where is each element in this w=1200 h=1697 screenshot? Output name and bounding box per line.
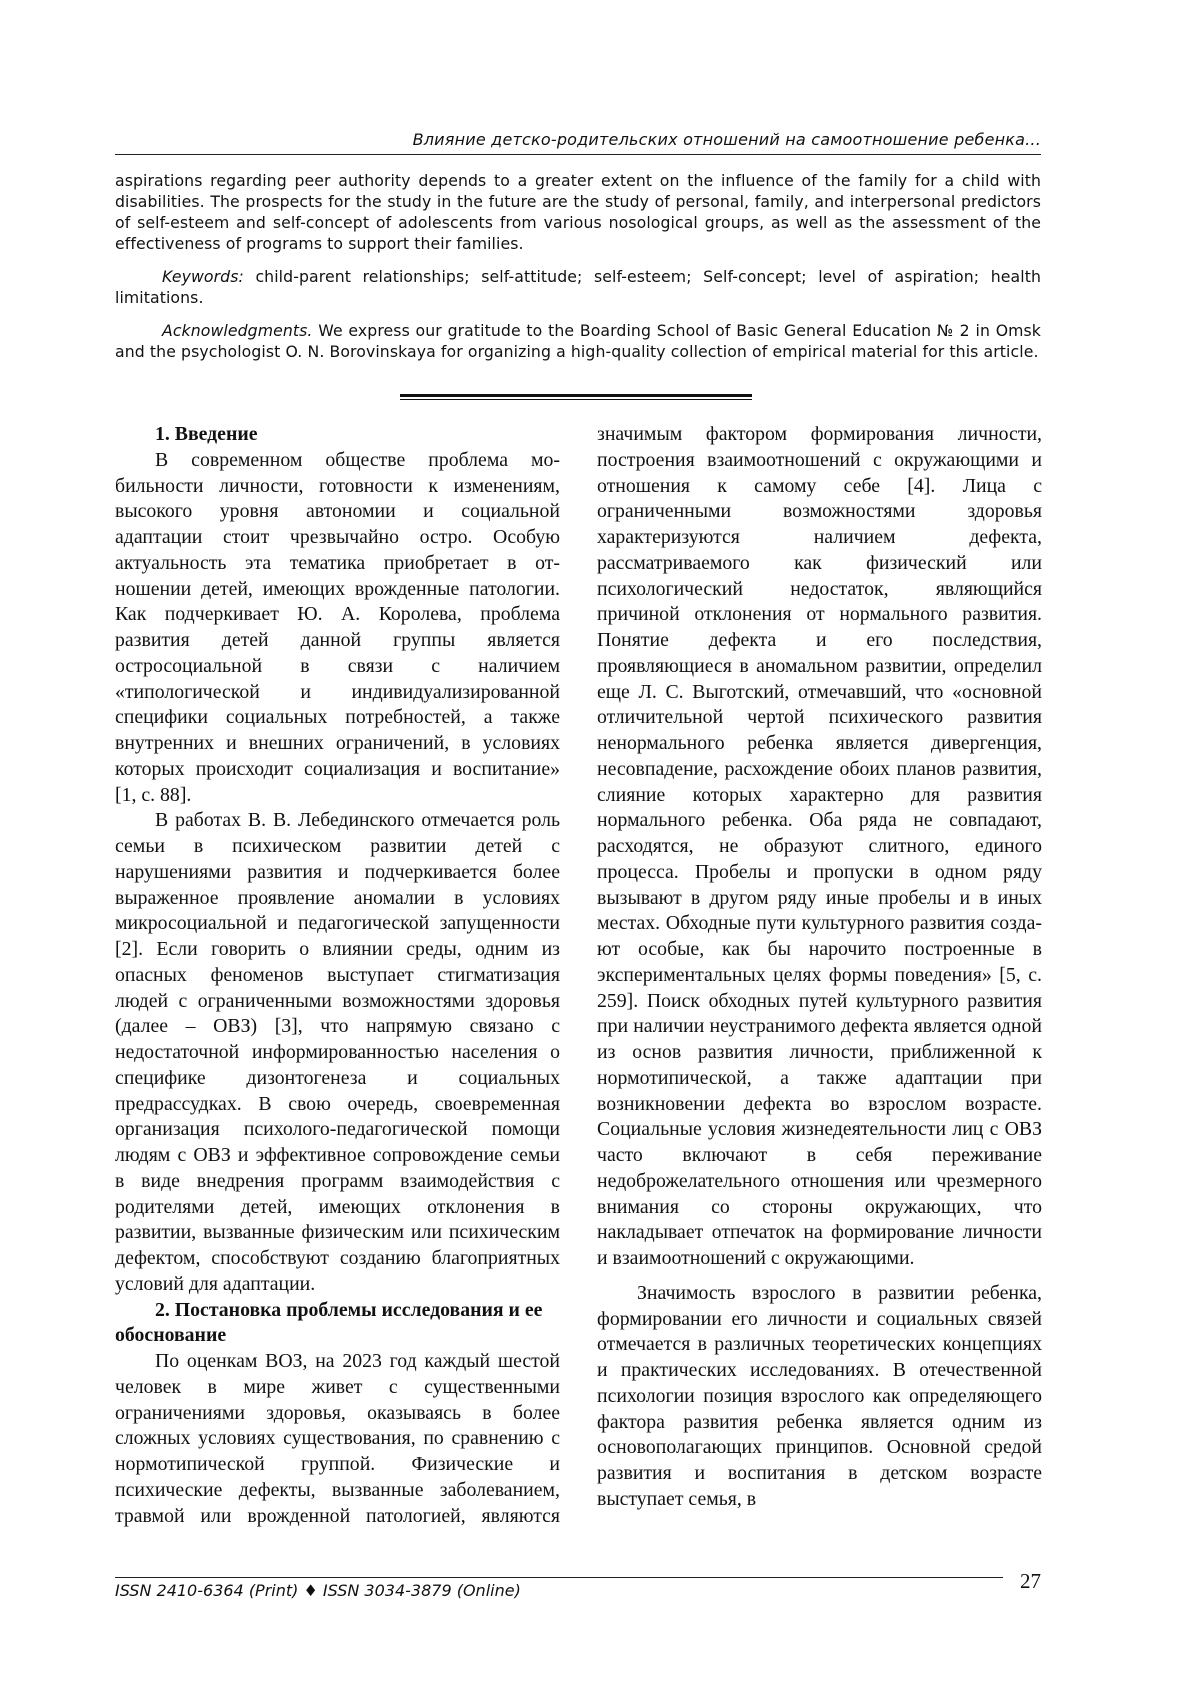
keywords-paragraph xyxy=(115,266,1041,308)
left-column-window xyxy=(115,422,560,1529)
section-1-heading: 1. Введение xyxy=(155,423,258,445)
paragraph-problem-2-continued: Значимость взрослого в развитии ребенка, формировании его личности и социальных связей отмечается в различных теоретических концепциях и практических исследованиях. В отечественной психологии позиция взрослого как определяющего фактора развития ребенка является одним из основополагающих принципов. Основной средой развития и воспитания в детском возрасте выступает семья, в xyxy=(597,1281,1042,1510)
section-separator xyxy=(400,394,752,400)
column-left xyxy=(115,422,560,1529)
abstract-block xyxy=(115,170,1041,374)
paragraph-problem-1: По оценкам ВОЗ, на 2023 год каждый шестой человек в мире живет с существенными ограничениями здоровья, оказываясь в более сложных условиях существования, по сравнению с нормотипической группой. Физические и психические дефекты, вызванные заболеванием, травмой или врожденной патологией, являются xyxy=(115,1350,560,1527)
paragraph-intro-1: В современном обществе проблема мобильности личности, готовности к изменениям, высокого уровня автономии и социальной адаптации стоит чрезвычайно остро. Особую актуальность эта тематика приобретает в отношении детей, имеющих врожденные патологии. Как подчеркивает Ю. А. Королева, проблема развития детей данной группы является остросоциальной в связи с наличием «типологической и индивидуализированной специфики социальных потребностей, а также внутренних и внешних ограничений, в условиях которых происходит социализация и воспитание» [1, с. 88]. xyxy=(115,448,560,806)
right-column-window xyxy=(597,422,1042,1545)
keywords-text: child-parent relationships; self-attitude; self-esteem; Self-concept; level of aspiration; health limitations. xyxy=(115,267,1041,307)
section-2-heading: 2. Постановка проблемы исследования и ее обоснование xyxy=(115,1298,543,1347)
acknowledgments-text: We express our gratitude to the Boarding School of Basic General Education № 2 in Omsk and the psychologist O. N. Borovinskaya for organizing a high-quality collection of empirical material for this article. xyxy=(115,321,1041,361)
paragraph-problem-1-continued: значимым фактором формирования личности, построения взаимоотношений с окружающими и отношения к самому себе [4]. Лица с ограниченными возможностями здоровья характеризуются наличием дефекта, рассматриваемого как физический или психологический недостаток, являющийся причиной отклонения от нормального развития. Понятие дефекта и его последствия, проявляющиеся в аномальном развитии, определил еще Л. С. Выготский, отмечавший, что «основной отличительной чертой психического развития ненормального ребенка является дивергенция, несовпадение, расхождение обоих планов развития, слияние которых характерно для развития нормального ребенка. Оба ряда не совпадают, расходятся, не образуют слитного, единого процесса. Пробелы и пропуски в одном ряду вызывают в другом ряду иные пробелы и в иных местах. Обходные пути культурного развития создают особые, как бы нарочито построенные в экспериментальных целях формы поведения» [5, с. 259]. Поиск обходных путей культурного развития при наличии неустранимого дефекта является одной из основ развития личности, приближенной к нормотипической, а также адаптации при возникновении дефекта во взрослом возрасте. Социальные условия жизнедеятельности лиц с ОВЗ часто включают в себя переживание недоброжелательного отношения или чрезмерного внимания со стороны окружающих, что накладывает отпечаток на формирование личности и взаимоотношений с окружающими. xyxy=(597,423,1042,1269)
issn-line: ISSN 2410-6364 (Print) ♦ ISSN 3034-3879 (Online) xyxy=(115,1581,521,1600)
article-body-flow xyxy=(115,422,560,1529)
article-body-flow-continued xyxy=(597,422,1042,1513)
acknowledgments-label: Acknowledgments. xyxy=(162,321,313,340)
running-head: Влияние детско-родительских отношений на самоотношение ребенка... xyxy=(115,130,1041,155)
paragraph-intro-2: В работах В. В. Лебединского отмечается роль семьи в психическом развитии детей с нарушениями развития и подчеркивается более выраженное проявление аномалии в условиях микросоциальной и педагогической запущенности [2]. Если говорить о влиянии среды, одним из опасных феноменов выступает стигматизация людей с ограниченными возможностями здоровья (далее – ОВЗ) [3], что напрямую связано с недостаточной информированностью населения о специфике дизонтогенеза и социальных предрассудках. В свою очередь, своевременная организация психолого-педагогической помощи людям с ОВЗ и эффективное сопровождение семьи в виде внедрения программ взаимодействия с родителями детей, имеющих отклонения в развитии, вызванные физическим или психическим дефектом, способствуют созданию благоприятных условий для адаптации. xyxy=(115,809,560,1295)
keywords-label: Keywords: xyxy=(162,267,244,286)
acknowledgments-paragraph xyxy=(115,320,1041,362)
footer-rule xyxy=(115,1577,1003,1578)
page-number: 27 xyxy=(1020,1569,1041,1593)
column-right xyxy=(597,422,1042,1545)
abstract-continuation: aspirations regarding peer authority depends to a greater extent on the influence of the family for a child with disabilities. The prospects for the study in the future are the study of personal, family, and interpersonal predictors of self-esteem and self-concept of adolescents from various nosological groups, as well as the assessment of the effectiveness of programs to support their families. xyxy=(115,171,1041,253)
